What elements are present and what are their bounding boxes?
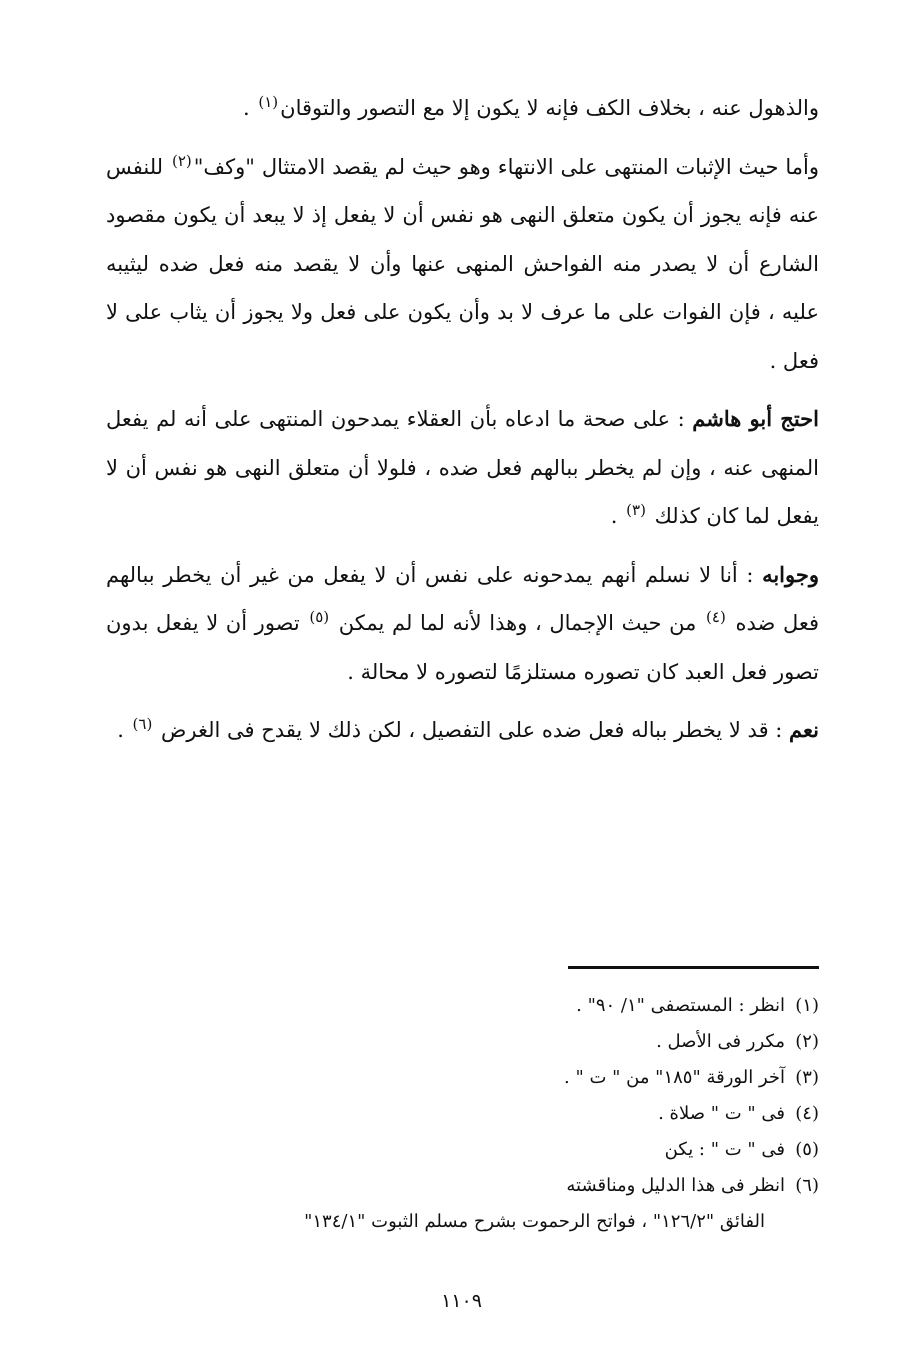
paragraph-text: : قد لا يخطر بباله فعل ضده على التفصيل ، لكن ذلك لا يقدح فى الغرض: [154, 718, 790, 742]
paragraph-text: : أنا لا نسلم أنهم يمدحونه على نفس أن لا يفعل من غير أن يخطر ببالهم فعل ضده: [106, 562, 820, 635]
footnote-item: [106, 1024, 819, 1060]
footnote-text: انظر : المستصفى "١/ ٩٠" .: [576, 995, 785, 1016]
main-text: [106, 84, 819, 765]
footnote-number: (٥): [795, 1139, 819, 1160]
paragraph: [106, 551, 819, 697]
paragraph-text: والذهول عنه ، بخلاف الكف فإنه لا يكون إلا مع التصور والتوقان: [280, 96, 819, 120]
footnote-text: آخر الورقة "١٨٥" من " ت " .: [564, 1067, 785, 1088]
paragraph-text: : على صحة ما ادعاه بأن العقلاء يمدحون المنتهى على أنه لم يفعل المنهى عنه ، وإن لم يخطر ببالهم فعل ضده ، فلولا أن متعلق النهى هو نفس أن لا يفعل لما كان كذلك: [106, 407, 819, 528]
footnote-marker: (٦): [132, 715, 153, 733]
paragraph: [106, 84, 819, 133]
footnote-number: (٦): [795, 1175, 819, 1196]
footnote-number: (٣): [795, 1067, 819, 1088]
footnote-marker: (٥): [309, 608, 330, 626]
footnote-text: مكرر فى الأصل .: [656, 1031, 785, 1052]
paragraph-text: للنفس عنه فإنه يجوز أن يكون متعلق النهى هو نفس أن لا يفعل إذ لا يبعد أن يكون مقصود الشارع أن لا يصدر منه الفواحش المنهى عنها وأن لا يقصد منه فعل ضده ليثيبه عليه ، فإن الفوات على ما عرف لا بد وأن يكون على فعل ولا يجوز أن يثاب على لا فعل .: [106, 154, 819, 373]
paragraph-text: .: [243, 96, 257, 120]
footnote-marker: (١): [258, 93, 279, 111]
footnote-item: [106, 988, 819, 1024]
footnote-number: (٤): [795, 1103, 819, 1124]
footnote-text: فى " ت " : يكن: [664, 1139, 785, 1160]
page-number: ١١٠٩: [441, 1290, 482, 1312]
paragraph-text: وأما حيث الإثبات المنتهى على الانتهاء وهو حيث لم يقصد الامتثال "وكف": [193, 154, 819, 179]
paragraph: [106, 706, 819, 755]
paragraph: [106, 143, 819, 386]
footnote-continuation: الفائق "١٢٦/٢" ، فواتح الرحموت بشرح مسلم الثبوت "١٣٤/١": [304, 1211, 765, 1232]
paragraph-lead: نعم: [789, 717, 819, 742]
paragraph-text: .: [610, 504, 625, 528]
footnote-marker: (٢): [171, 151, 192, 170]
footnote-item: [106, 1096, 819, 1132]
paragraph-lead: وجوابه: [762, 561, 819, 587]
footnote-text: انظر فى هذا الدليل ومناقشته: [566, 1175, 785, 1196]
paragraph-lead: احتج أبو هاشم: [692, 406, 819, 431]
paragraph-text: .: [117, 718, 131, 742]
footnote-text: فى " ت " صلاة .: [658, 1103, 785, 1124]
paragraph-text: تصور أن لا يفعل بدون تصور فعل العبد كان تصوره مستلزمًا لتصوره لا محالة .: [106, 611, 819, 684]
footnote-item: [106, 1168, 819, 1204]
footnote-number: (٢): [795, 1031, 819, 1052]
footnote-item: [106, 1060, 819, 1096]
footnote-marker: (٣): [626, 501, 646, 519]
footnote-separator: [568, 966, 819, 969]
paragraph-text: من حيث الإجمال ، وهذا لأنه لما لم يمكن: [331, 611, 705, 635]
paragraph: [106, 395, 819, 541]
footnote-item: [106, 1132, 819, 1168]
footnote-number: (١): [795, 995, 819, 1016]
footnotes: [106, 988, 819, 1240]
footnote-marker: (٤): [706, 608, 726, 626]
